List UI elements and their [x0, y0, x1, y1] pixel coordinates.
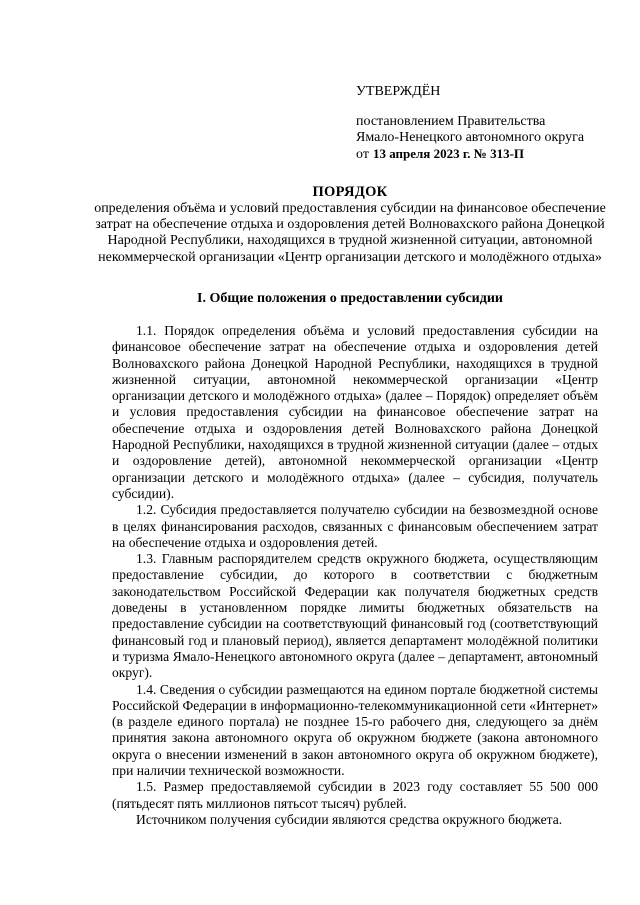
document-body [112, 323, 598, 828]
paragraph-funding-source: Источником получения субсидии являются средства окружного бюджета. [136, 811, 563, 827]
section-heading: I. Общие положения о предоставлении субсидии [197, 291, 503, 306]
paragraph-1-1: 1.1. Порядок определения объёма и условий предоставления субсидии на финансовое обеспечение затрат на обеспечение отдыха и оздоровления детей Волноваxского района Донецкой Народной Республики, находящихся в трудной жизненной ситуации, автономной некоммерческой организации «Центр организации детского и молодёжного отдыха» (далее – Порядок) определяет объём и условия предоставления субсидии на финансовое обеспечение затрат на обеспечение отдыха и оздоровления детей Волноваxского района Донецкой Народной Республики, находящихся в трудной жизненной ситуации (далее – отдых и оздоровление детей), автономной некоммерческой организации «Центр организации детского и молодёжного отдыха» (далее – субсидия, получатель субсидии). [112, 323, 598, 501]
decree-date-line [356, 146, 584, 163]
approved-stamp: УТВЕРЖДЁН [356, 84, 441, 99]
document-subtitle: определения объёма и условий предоставления субсидии на финансовое обеспечение затрат на обеспечение отдыха и оздоровления детей Волноваxского района Донецкой Народной Республики, находящихся в трудной жизненной ситуации, автономной некоммерческой организации «Центр организации детского и молодёжного отдыха» [94, 201, 606, 265]
paragraph-1-2: 1.2. Субсидия предоставляется получателю субсидии на безвозмездной основе в целях финансирования расходов, связанных с финансовым обеспечением затрат на обеспечение отдыха и оздоровления детей. [112, 502, 598, 550]
document-title: ПОРЯДОК [312, 184, 388, 200]
approval-block [356, 84, 584, 163]
decree-line-1: постановлением Правительства [356, 114, 546, 129]
decree-date-number: 13 апреля 2023 г. № 313-П [372, 146, 525, 161]
paragraph-1-5: 1.5. Размер предоставляемой субсидии в 2023 году составляет 55 500 000 (пятьдесят пять миллионов пятьсот тысяч) рублей. [112, 779, 598, 811]
paragraph-1-3: 1.3. Главным распорядителем средств окружного бюджета, осуществляющим предоставление субсидии, до которого в соответствии с бюджетным законодательством Российской Федерации как получателя бюджетных средств доведены в установленном порядке лимиты бюджетных обязательств на предоставление субсидии на соответствующий финансовый год (соответствующий финансовый год и плановый период), является департамент молодёжной политики и туризма Ямало-Ненецкого автономного округа (далее – департамент, автономный округ). [112, 551, 598, 681]
date-prefix: от [356, 147, 369, 162]
paragraph-1-4: 1.4. Сведения о субсидии размещаются на едином портале бюджетной системы Российской Федерации в информационно-телекоммуникационной сети «Интернет» (в разделе единого портала) не позднее 15-го рабочего дня, следующего за днём принятия закона автономного округа об окружном бюджете (закона автономного округа о внесении изменений в закон автономного округа об окружном бюджете), при наличии технической возможности. [112, 681, 598, 779]
decree-line-2: Ямало-Ненецкого автономного округа [356, 130, 585, 145]
